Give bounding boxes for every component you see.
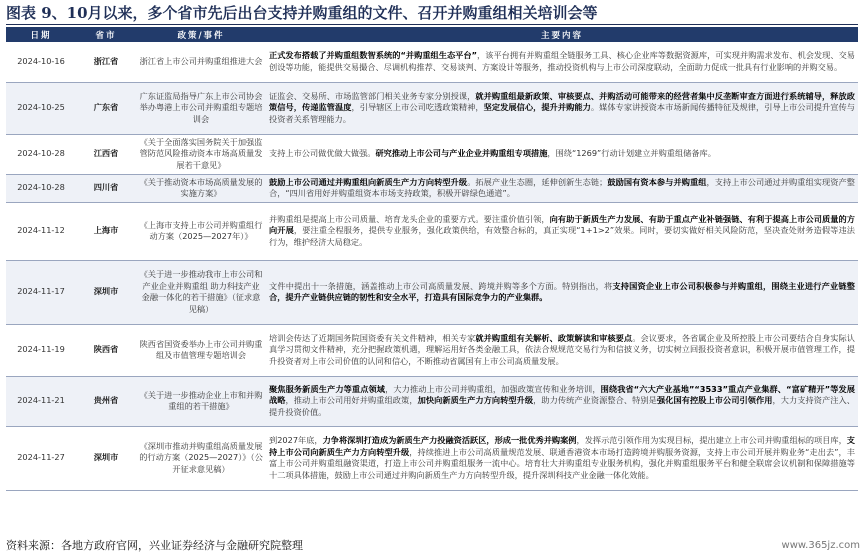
- content-text: ，引导辖区上市公司吃透政策精神，: [351, 102, 484, 113]
- cell-content: [266, 376, 858, 426]
- cell-date: 2024-10-16: [6, 42, 76, 82]
- content-highlight: 围绕我省“六大产业基地”“3533”重点产业集群、“富矿精开”等发展战略: [269, 383, 855, 406]
- content-text: ，要注重全程服务，提供专业服务，强化政策供给，有效整合标的，真正实现“1+1>2”效果。同时，要切实做好相关风险防范，坚决查处财务造假等违法行为，维护经济大局稳定。: [269, 225, 855, 247]
- cell-province: 贵州省: [76, 376, 136, 426]
- content-text: 培训会传达了近期国务院国资委有关文件精神，相关专家: [269, 332, 476, 343]
- cell-content: [266, 260, 858, 324]
- header-date: 日期: [6, 27, 76, 42]
- table-row: [6, 42, 858, 82]
- content-text: 证监会、交易所、市场监管部门相关业务专家分别授课，: [269, 90, 476, 101]
- cell-policy: 《深圳市推动并购重组高质量发展的行动方案（2025—2027）》（公开征求意见稿）: [136, 426, 266, 490]
- content-highlight: 加快向新质生产力方向转型升级: [417, 395, 534, 406]
- cell-content: [266, 134, 858, 174]
- table-row: [6, 260, 858, 324]
- table-row: [6, 134, 858, 174]
- cell-date: 2024-10-28: [6, 174, 76, 202]
- cell-policy: 《关于推动资本市场高质量发展的实施方案》: [136, 174, 266, 202]
- content-highlight: 力争将深圳打造成为新质生产力投融资活跃区，形成一批优秀并购案例: [322, 435, 577, 445]
- cell-province: 深圳市: [76, 260, 136, 324]
- watermark: www.365jz.com: [781, 540, 860, 551]
- cell-province: 陕西省: [76, 324, 136, 376]
- cell-policy: 《上海市支持上市公司并购重组行动方案（2025—2027年）》: [136, 202, 266, 260]
- content-highlight: 聚焦服务新质生产力等重点领域: [269, 383, 386, 394]
- policy-table: [6, 27, 858, 491]
- content-text: ，支持上市公司通过并购重组实现资产整合，“四川省用好并购重组资本市场支持政策，积极开辟绿色通道”。: [269, 176, 855, 198]
- cell-policy: 《关于进一步推动企业上市和并购重组的若干措施》: [136, 376, 266, 426]
- cell-policy: 《关于进一步推动我市上市公司和产业企业并购重组 助力科技产业金融一体化的若干措施》（征求意见稿）: [136, 260, 266, 324]
- cell-content: [266, 174, 858, 202]
- content-text: 。会议要求，各省属企业及所控股上市公司要结合自身实际认真学习贯彻文件精神，充分把握政策机遇，理解运用好各类金融工具，依法合规规范交易行为和信披义务，切实树立回报投资者意识，积极开展市值管理工作，提升投资者对上市公司价值的认同和信心，不断推动省属国有上市公司高质量发展。: [269, 332, 855, 366]
- cell-content: [266, 42, 858, 82]
- content-text: 。拓展产业生态圈，延伸创新生态链；: [467, 176, 608, 187]
- source-note: 资料来源：各地方政府官网，兴业证券经济与金融研究院整理: [6, 539, 303, 552]
- table-row: [6, 426, 858, 490]
- header-content: 主要内容: [266, 27, 858, 42]
- cell-province: 广东省: [76, 82, 136, 134]
- content-highlight: 向有助于新质生产力发展、有助于重点产业补链强链、有利于提高上市公司质量的方向开展: [269, 213, 855, 236]
- title-divider: [6, 24, 858, 25]
- content-text: ，围绕“1269”行动计划建立并购重组储备库。: [547, 148, 716, 159]
- content-highlight: 支持国资企业上市公司积极参与并购重组，围绕主业进行产业链整合，提升产业链供应链的韧性和安全水平，打造具有国际竞争力的产业集群。: [269, 280, 855, 302]
- cell-date: 2024-10-25: [6, 82, 76, 134]
- content-highlight: 鼓励上市公司通过并购重组向新质生产力方向转型升级: [269, 176, 468, 187]
- content-highlight: 就并购重组有关解析、政策解读和审核要点: [475, 332, 633, 343]
- cell-date: 2024-11-17: [6, 260, 76, 324]
- content-text: 文件中提出十一条措施，涵盖推动上市公司高质量发展、跨境并购等多个方面。特别指出，将: [269, 280, 613, 291]
- header-province: 省市: [76, 27, 136, 42]
- content-text: ，该平台拥有并购重组全链服务工具、核心企业库等数据资源库，可实现并购需求发布、机会发现、交易创设等功能，能提供交易撮合、尽调机构推荐、交易谈判、方案设计等服务，推动投资机构与上市公司深度联动，全面助力促成一批具有行业影响的并购交易。: [269, 50, 855, 72]
- figure-title: 图表 9、10月以来，多个省市先后出台支持并购重组的文件、召开并购重组相关培训会等: [6, 4, 598, 22]
- cell-date: 2024-10-28: [6, 134, 76, 174]
- cell-content: [266, 426, 858, 490]
- content-text: ，助力传统产业资源整合、特别是: [533, 395, 657, 406]
- cell-province: 浙江省: [76, 42, 136, 82]
- cell-province: 上海市: [76, 202, 136, 260]
- cell-content: [266, 202, 858, 260]
- content-highlight: 研究推动上市公司与产业企业并购重组专项措施: [375, 148, 548, 159]
- cell-content: [266, 324, 858, 376]
- cell-province: 深圳市: [76, 426, 136, 490]
- content-highlight: 正式发布搭载了并购重组数智系统的“并购重组生态平台”: [269, 50, 477, 61]
- table-body: [6, 42, 858, 490]
- content-text: ，大力支持资产注入、提升投资价值。: [269, 395, 855, 417]
- table-row: [6, 324, 858, 376]
- content-text: 到2027年底，: [269, 435, 323, 445]
- content-text: ，发挥示范引领作用为实现目标，提出建立上市公司并购重组标的项目库，: [576, 435, 847, 445]
- cell-province: 江西省: [76, 134, 136, 174]
- content-highlight: 鼓励国有资本参与并购重组: [607, 176, 707, 187]
- content-text: ，大力推动上市公司并购重组，加强政策宣传和业务培训，: [385, 383, 601, 394]
- content-text: 。媒体专家讲授资本市场新闻传播特征及规律，引导上市公司提升宣传与投资者关系管理能力。: [269, 102, 855, 124]
- content-highlight: 坚定发展信心，提升并购能力: [483, 102, 591, 113]
- cell-province: 四川省: [76, 174, 136, 202]
- table-row: [6, 82, 858, 134]
- cell-policy: 广东证监局指导广东上市公司协会举办粤港上市公司并购重组专题培训会: [136, 82, 266, 134]
- table-row: [6, 376, 858, 426]
- content-text: ，持续推进上市公司高质量规范发展、联通香港资本市场打造跨境并购服务资源，支持上市公司开展并购业务“走出去”，丰富上市公司并购重组融资渠道，打造上市公司并购重组服务一流中心。培育壮大并购重组专业服务机构，强化并购重组服务平台和健全联席会议机制和保障措施等十二项具体措施，鼓励上市公司通过并购向新质生产力方向转型升级，提升深圳科技产业金融一体化效能。: [269, 446, 855, 480]
- cell-content: [266, 82, 858, 134]
- content-text: ，推动上市公司用好并购重组政策，: [285, 395, 418, 406]
- header-policy: 政策/事件: [136, 27, 266, 42]
- cell-date: 2024-11-12: [6, 202, 76, 260]
- table-row: [6, 174, 858, 202]
- content-highlight: 就并购重组最新政策、审核要点、并购活动可能带来的经营者集中反垄断审查方面进行系统辅导，释放政策信号，传递监管温度: [269, 90, 855, 113]
- table-header-row: [6, 27, 858, 42]
- content-highlight: 强化国有控股上市公司引领作用: [656, 395, 773, 406]
- cell-date: 2024-11-21: [6, 376, 76, 426]
- cell-date: 2024-11-27: [6, 426, 76, 490]
- content-text: 支持上市公司做优做大做强。: [269, 148, 376, 159]
- content-text: 并购重组是提高上市公司质量、培育龙头企业的重要方式。要注重价值引领，: [269, 213, 550, 224]
- table-row: [6, 202, 858, 260]
- cell-date: 2024-11-19: [6, 324, 76, 376]
- cell-policy: 浙江省上市公司并购重组推进大会: [136, 42, 266, 82]
- content-highlight: 支持上市公司向新质生产力方向转型升级: [269, 435, 855, 457]
- cell-policy: 《关于全面落实国务院关于加强监管防范风险推动资本市场高质量发展若干意见》: [136, 134, 266, 174]
- cell-policy: 陕西省国资委举办上市公司并购重组及市值管理专题培训会: [136, 324, 266, 376]
